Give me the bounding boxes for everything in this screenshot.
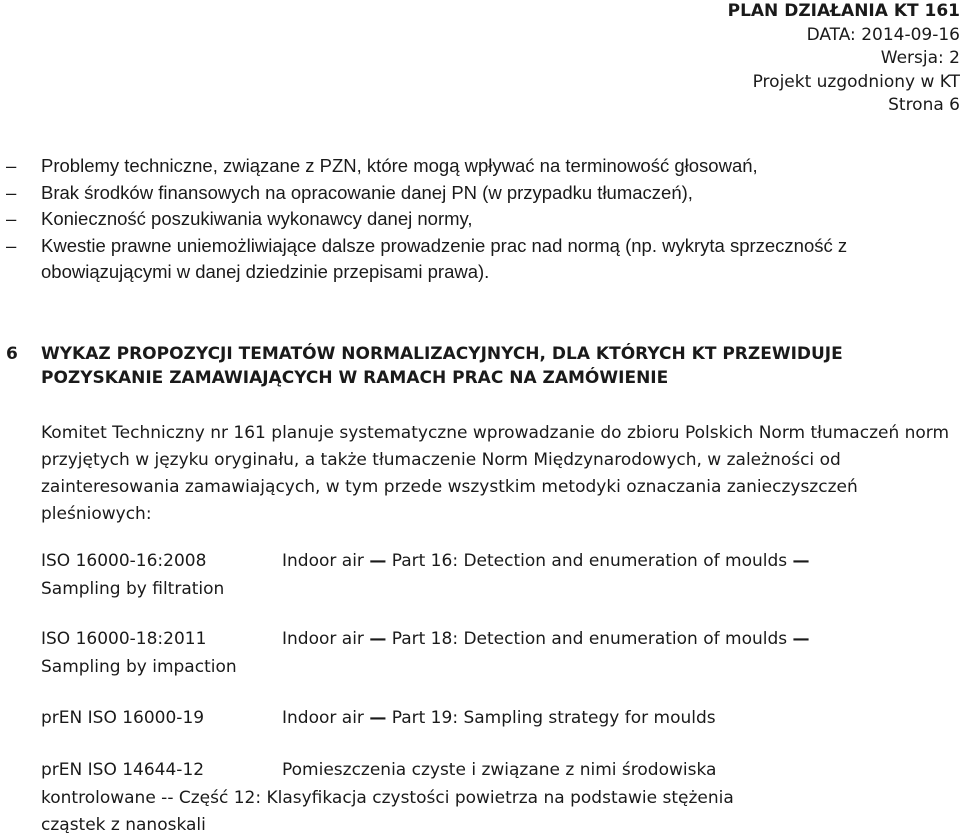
- standard-title-part: Part 19: Sampling strategy for moulds: [391, 708, 716, 728]
- section-number: 6: [6, 344, 18, 364]
- standard-code: prEN ISO 16000-19: [41, 708, 205, 728]
- standard-code: prEN ISO 14644-12: [41, 760, 205, 780]
- risk-bullet-list: [6, 153, 936, 286]
- standard-title-continuation: Sampling by impaction: [41, 656, 237, 677]
- title-dash: —: [792, 629, 810, 649]
- section-heading: [6, 343, 956, 390]
- document-header: [540, 0, 960, 118]
- section-title: WYKAZ PROPOZYCJI TEMATÓW NORMALIZACYJNYCH, DLA KTÓRYCH KT PRZEWIDUJE POZYSKANIE ZAMAWIAJĄCYCH W RAMACH PRAC NA ZAMÓWIENIE: [41, 344, 843, 388]
- standard-title-part: Indoor air: [282, 629, 364, 649]
- title-dash: —: [369, 551, 387, 571]
- list-item: [6, 180, 936, 207]
- bullet-dash: –: [6, 234, 17, 256]
- standard-item: [41, 705, 956, 733]
- list-item: [6, 206, 936, 233]
- standard-title-part: Indoor air: [282, 708, 364, 728]
- standard-item: [41, 626, 956, 681]
- title-dash: —: [369, 708, 387, 728]
- standard-title-part: Indoor air: [282, 551, 364, 571]
- standard-item: [41, 548, 956, 603]
- bullet-dash: –: [6, 181, 17, 203]
- header-status: Projekt uzgodniony w KT: [752, 71, 960, 92]
- standard-title-continuation: kontrolowane -- Część 12: Klasyfikacja czystości powietrza na podstawie stężenia: [41, 787, 734, 808]
- body-paragraph: Komitet Techniczny nr 161 planuje systematyczne wprowadzanie do zbioru Polskich Norm tłumaczeń norm przyjętych w języku oryginału, a także tłumaczenie Norm Międzynarodowych, w zależności od zainteresowania zamawiających, w tym przede wszystkim metodyki oznaczania zanieczyszczeń pleśniowych:: [41, 423, 950, 524]
- bullet-dash: –: [6, 208, 17, 229]
- list-item-text: Problemy techniczne, związane z PZN, które mogą wpływać na terminowość głosowań,: [41, 155, 758, 176]
- standard-title-continuation: cząstek z nanoskali: [41, 815, 206, 835]
- title-dash: —: [792, 551, 810, 571]
- list-item: [6, 233, 936, 286]
- standard-title-part: Part 18: Detection and enumeration of moulds: [391, 629, 788, 649]
- header-version: Wersja: 2: [880, 48, 960, 68]
- list-item-text: Kwestie prawne uniemożliwiające dalsze prowadzenie prac nad normą (np. wykryta sprzeczność z obowiązującymi w danej dziedzinie przepisami prawa).: [41, 234, 848, 282]
- header-page-number: Strona 6: [888, 95, 960, 115]
- header-date: DATA: 2014-09-16: [806, 24, 960, 45]
- standard-title-part: Part 16: Detection and enumeration of moulds: [391, 551, 788, 571]
- list-item-text: Konieczność poszukiwania wykonawcy danej normy,: [41, 208, 473, 229]
- title-dash: —: [369, 629, 387, 649]
- standard-item: [41, 757, 956, 840]
- bullet-dash: –: [6, 155, 17, 176]
- list-item: [6, 153, 936, 180]
- standard-code: ISO 16000-16:2008: [41, 551, 207, 571]
- header-title: PLAN DZIAŁANIA KT 161: [727, 1, 960, 21]
- list-item-text: Brak środków finansowych na opracowanie danej PN (w przypadku tłumaczeń),: [41, 181, 693, 203]
- standard-title-continuation: Sampling by filtration: [41, 578, 225, 599]
- standard-code: ISO 16000-18:2011: [41, 629, 207, 649]
- standard-title-part: Pomieszczenia czyste i związane z nimi środowiska: [282, 760, 717, 780]
